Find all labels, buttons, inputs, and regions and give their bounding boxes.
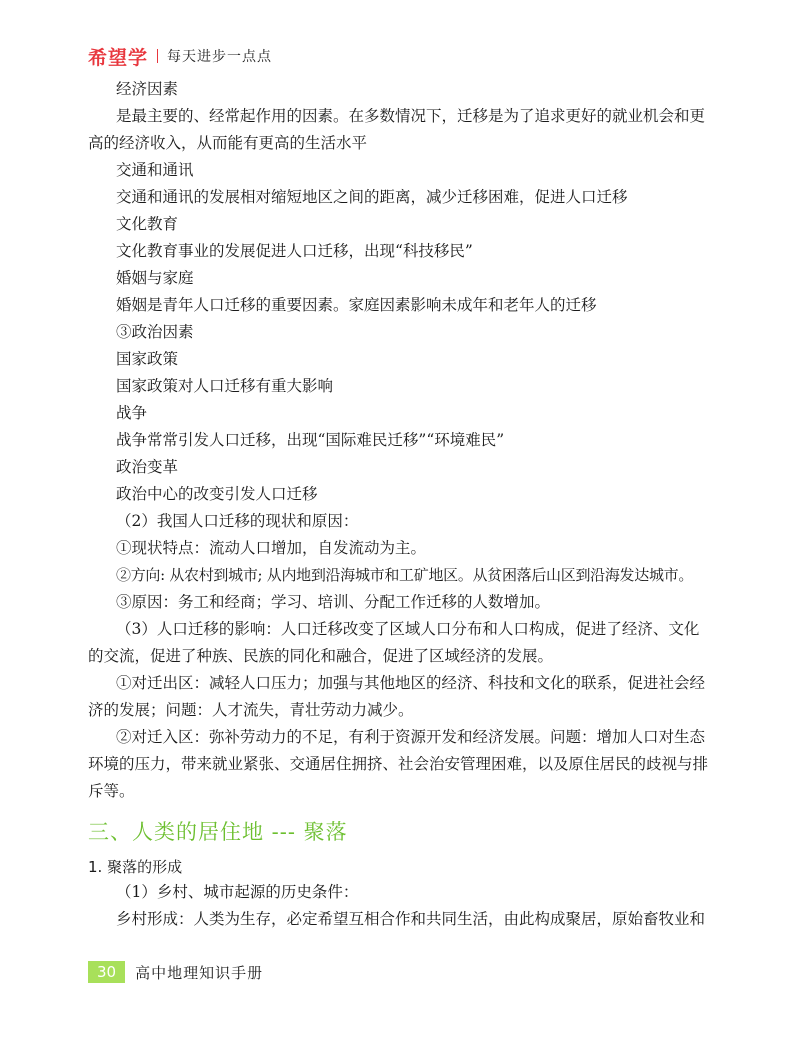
page-number: 30 — [88, 961, 125, 983]
text-line: 文化教育事业的发展促进人口迁移，出现“科技移民” — [116, 242, 473, 260]
text-line: ①对迁出区：减轻人口压力；加强与其他地区的经济、科技和文化的联系，促进社会经 — [116, 674, 706, 692]
header-divider — [157, 49, 158, 63]
text-line: ②对迁入区：弥补劳动力的不足，有利于资源开发和经济发展。问题：增加人口对生态 — [116, 728, 706, 746]
text-line: 战争 — [116, 404, 148, 422]
text-line: 交通和通讯的发展相对缩短地区之间的距离，减少迁移困难，促进人口迁移 — [116, 188, 628, 206]
text-line: 文化教育 — [116, 215, 179, 233]
text-line: （2）我国人口迁移的现状和原因： — [116, 512, 359, 530]
text-line: 经济因素 — [116, 80, 179, 98]
text-line: ①现状特点：流动人口增加，自发流动为主。 — [116, 539, 427, 557]
text-line: 政治中心的改变引发人口迁移 — [116, 485, 318, 503]
text-line: 婚姻是青年人口迁移的重要因素。家庭因素影响未成年和老年人的迁移 — [116, 296, 597, 314]
text-line: 婚姻与家庭 — [116, 269, 194, 287]
text-line: 高的经济收入，从而能有更高的生活水平 — [88, 134, 368, 152]
brand-logo: 希望学 — [88, 46, 149, 69]
text-line: 环境的压力，带来就业紧张、交通居住拥挤、社会治安管理困难，以及原住居民的歧视与排 — [88, 755, 709, 773]
sub-heading: 1. 聚落的形成 — [88, 858, 183, 876]
text-line: （3）人口迁移的影响：人口迁移改变了区域人口分布和人口构成，促进了经济、文化 — [116, 620, 700, 638]
page-header — [88, 44, 272, 68]
page-footer — [88, 961, 263, 983]
brand-slogan: 每天进步一点点 — [167, 49, 273, 65]
text-line: 交通和通讯 — [116, 161, 194, 179]
text-line: 政治变革 — [116, 458, 179, 476]
text-line: ③政治因素 — [116, 323, 194, 341]
text-line: 斥等。 — [88, 782, 135, 800]
text-line: 是最主要的、经常起作用的因素。在多数情况下，迁移是为了追求更好的就业机会和更 — [116, 107, 706, 125]
text-line: 乡村形成：人类为生存，必定希望互相合作和共同生活，由此构成聚居，原始畜牧业和 — [116, 910, 706, 928]
text-line: （1）乡村、城市起源的历史条件： — [116, 883, 359, 901]
book-title: 高中地理知识手册 — [135, 963, 264, 982]
text-line: ③原因：务工和经商；学习、培训、分配工作迁移的人数增加。 — [116, 593, 551, 611]
text-line: 济的发展；问题：人才流失，青壮劳动力减少。 — [88, 701, 414, 719]
text-line: ②方向: 从农村到城市; 从内地到沿海城市和工矿地区。从贫困落后山区到沿海发达城市。 — [116, 566, 694, 584]
text-line: 国家政策对人口迁移有重大影响 — [116, 377, 334, 395]
text-line: 的交流，促进了种族、民族的同化和融合，促进了区域经济的发展。 — [88, 647, 554, 665]
text-line: 国家政策 — [116, 350, 179, 368]
section-title: 三、人类的居住地 --- 聚落 — [88, 820, 348, 844]
text-line: 战争常常引发人口迁移，出现“国际难民迁移”“环境难民” — [116, 431, 505, 449]
